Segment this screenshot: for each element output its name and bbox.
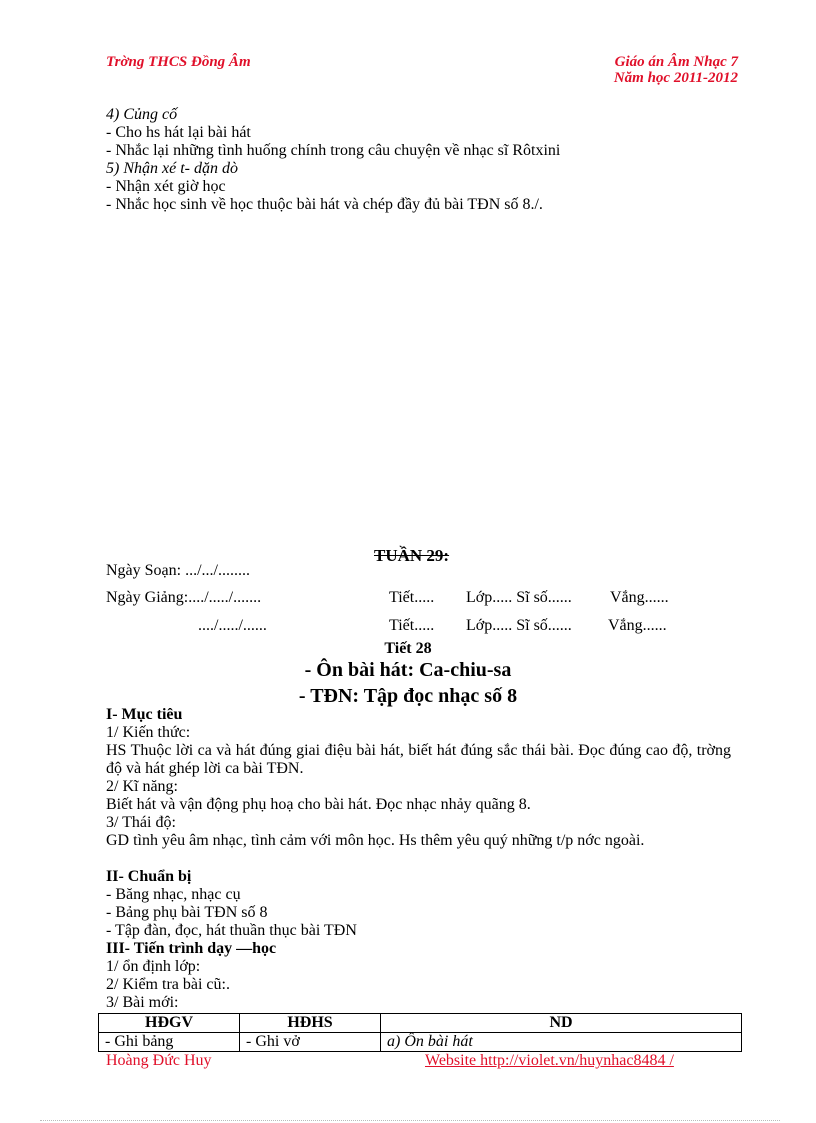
process-heading: III- Tiến trình dạy —học bbox=[106, 940, 277, 957]
attitude-label: 3/ Thái độ: bbox=[106, 814, 176, 831]
list-item: - Băng nhạc, nhạc cụ bbox=[106, 886, 241, 903]
table-header-row bbox=[99, 1014, 742, 1033]
lesson-title-1: - Ôn bài hát: Ca-chiu-sa bbox=[304, 659, 512, 681]
lesson-title-2: - TĐN: Tập đọc nhạc số 8 bbox=[298, 685, 518, 707]
table-header-content: ND bbox=[381, 1014, 742, 1033]
teach-date: Ngày Giảng:..../...../....... bbox=[106, 589, 262, 606]
footer-author: Hoàng Đức Huy bbox=[106, 1052, 212, 1069]
header-subject: Giáo án Âm Nhạc 7 bbox=[614, 54, 738, 70]
table-cell: - Ghi vở bbox=[240, 1033, 381, 1052]
teach-date-2: ..../...../...... bbox=[198, 617, 267, 634]
preparation-heading: II- Chuẩn bị bbox=[106, 868, 192, 885]
list-item: 1/ ổn định lớp: bbox=[106, 958, 201, 975]
list-item: - Nhắc học sinh về học thuộc bài hát và chép đầy đủ bài TĐN số 8./. bbox=[106, 196, 543, 213]
list-item: - Tập đàn, đọc, hát thuần thục bài TĐN bbox=[106, 922, 357, 939]
period-title: Tiết 28 bbox=[384, 640, 432, 657]
knowledge-label: 1/ Kiến thức: bbox=[106, 724, 191, 741]
skill-text: Biết hát và vận động phụ hoạ cho bài hát. Đọc nhạc nhảy quãng 8. bbox=[106, 796, 531, 813]
skill-label: 2/ Kĩ năng: bbox=[106, 778, 178, 795]
table-header-student: HĐHS bbox=[240, 1014, 381, 1033]
class-field: Lớp..... Sĩ số...... bbox=[466, 589, 572, 606]
knowledge-text: HS Thuộc lời ca và hát đúng giai điệu bài hát, biết hát đúng sắc thái bài. Đọc đúng cao độ, trờng độ và hát ghép lời ca bài TĐN. bbox=[106, 742, 731, 777]
section-review: 5) Nhận xé t- dặn dò bbox=[106, 160, 238, 177]
footer-website-link[interactable]: Website http://violet.vn/huynhac8484 / bbox=[425, 1052, 674, 1069]
page-bottom-divider bbox=[40, 1120, 780, 1121]
table-row bbox=[99, 1033, 742, 1052]
absent-field: Vắng...... bbox=[610, 589, 669, 606]
list-item: 2/ Kiểm tra bài cũ:. bbox=[106, 976, 230, 993]
table-cell: - Ghi bảng bbox=[99, 1033, 240, 1052]
period-field: Tiết..... bbox=[389, 617, 435, 634]
attitude-text: GD tình yêu âm nhạc, tình cảm với môn học. Hs thêm yêu quý những t/p nớc ngoài. bbox=[106, 832, 645, 849]
list-item: - Nhắc lại những tình huống chính trong câu chuyện về nhạc sĩ Rôtxini bbox=[106, 142, 561, 159]
section-consolidation: 4) Củng cố bbox=[106, 106, 178, 123]
period-field: Tiết..... bbox=[389, 589, 435, 606]
list-item: - Cho hs hát lại bài hát bbox=[106, 124, 251, 141]
header-school: Trờng THCS Đồng Âm bbox=[106, 54, 251, 70]
list-item: - Bảng phụ bài TĐN số 8 bbox=[106, 904, 268, 921]
list-item: 3/ Bài mới: bbox=[106, 994, 179, 1011]
table-header-teacher: HĐGV bbox=[99, 1014, 240, 1033]
absent-field: Vắng...... bbox=[608, 617, 667, 634]
week-title: TUẦN 29: bbox=[374, 546, 450, 565]
lesson-plan-table bbox=[98, 1013, 742, 1052]
list-item: - Nhận xét giờ học bbox=[106, 178, 226, 195]
class-field: Lớp..... Sĩ số...... bbox=[466, 617, 572, 634]
prep-date: Ngày Soạn: .../.../........ bbox=[106, 562, 250, 579]
table-cell: a) Ôn bài hát bbox=[381, 1033, 742, 1052]
header-year: Năm học 2011-2012 bbox=[613, 70, 738, 86]
objectives-heading: I- Mục tiêu bbox=[106, 706, 183, 723]
